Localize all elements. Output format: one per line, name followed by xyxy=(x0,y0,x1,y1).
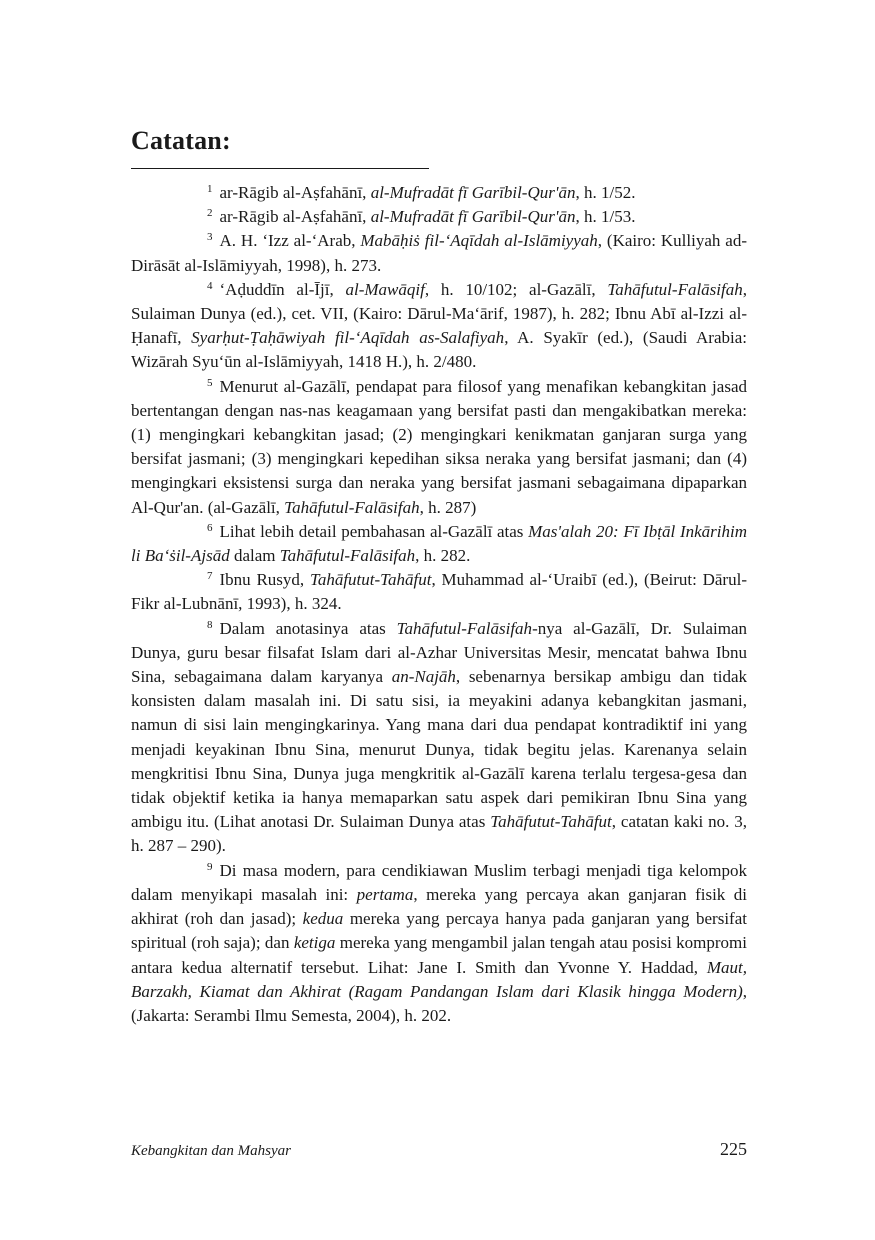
footnote xyxy=(131,229,747,277)
footnote-title-italic: Tahāfutut-Tahāfut xyxy=(490,812,612,832)
footnote-text: Lihat lebih detail pembahasan al-Gazālī atas xyxy=(219,521,529,541)
footnote-text: ar-Rāgib al-Aṣfahānī, xyxy=(219,183,371,202)
footnote-text: , catatan kaki no. 3, h. 287 – 290). xyxy=(131,812,747,856)
footnote-number: 9 xyxy=(207,860,213,873)
footnote xyxy=(131,375,747,520)
footnote xyxy=(131,181,747,205)
footnote-text: Menurut al-Gazālī, pendapat para filosof yang menafikan kebangkitan jasad bertentangan dengan nas-nas keagamaan yang bersifat pasti dan mengakibatkan mereka: (1) mengingkari kebangkitan jasad; (2) mengingkari kenikmatan ganjaran surga yang bersifat jasmani; (3) mengingkari kepedihan siksa neraka yang bersifat jasmani; dan (4) mengingkari eksistensi surga dan neraka yang bersifat jasmani sebagaimana dipaparkan Al-Qur'an. (al-Gazālī, xyxy=(131,376,747,517)
footnote xyxy=(131,568,747,616)
footnote-title-italic: Tahāfutut-Tahāfut xyxy=(309,570,432,590)
footnote-title-italic: Mabāḥiṡ fil-‘Aqīdah al-Islāmiyyah xyxy=(360,231,598,251)
footnote xyxy=(131,205,747,229)
footnote xyxy=(131,520,747,568)
footnote-text: ar-Rāgib al-Aṣfahānī, xyxy=(219,207,371,227)
footnote-text: , A. Syakīr (ed.), (Saudi Arabia: Wizārah Syu‘ūn al-Islāmiyyah, 1418 H.), h. 2/480. xyxy=(131,328,747,372)
footnote-text: mereka yang mengambil jalan tengah atau posisi kompromi antara kedua alternatif tersebut. Lihat: Jane I. Smith dan Yvonne Y. Haddad, xyxy=(131,933,747,977)
footnote-text: , mereka yang percaya akan ganjaran fisik di akhirat (roh dan jasad); xyxy=(131,884,748,929)
footnote-title-italic: an-Najāh xyxy=(391,667,456,687)
footnote-text: , Sulaiman Dunya (ed.), cet. VII, (Kairo: Dārul-Ma‘ārif, 1987), h. 282; Ibnu Abī al-Izzi al-Ḥanafī, xyxy=(131,279,747,348)
footnote-divider xyxy=(131,168,429,169)
footnote-title-italic: Tahāfutul-Falāsifah xyxy=(279,546,416,566)
page-footer xyxy=(131,1139,747,1160)
footnote-title-italic: Tahāfutul-Falāsifah xyxy=(396,618,533,638)
footnote-number: 4 xyxy=(207,279,213,292)
footnote-title-italic: Maut, Barzakh, Kiamat dan Akhirat (Ragam Pandangan Islam dari Klasik hingga Modern) xyxy=(131,957,747,1001)
footnote-title-italic: al-Mufradāt fī Garībil-Qur'ān xyxy=(370,207,576,227)
footnote-number: 8 xyxy=(207,618,213,631)
footnote-title-italic: al-Mawāqif xyxy=(345,279,425,299)
footnote-number: 5 xyxy=(207,376,213,389)
footnote-text: A. H. ‘Izz al-‘Arab, xyxy=(219,231,361,251)
footnote-text: Dalam anotasinya atas xyxy=(219,618,397,638)
page-number: 225 xyxy=(720,1139,747,1159)
footnote-number: 3 xyxy=(207,231,213,244)
footnote-title-italic: pertama xyxy=(356,884,414,904)
footnote-title-italic: kedua xyxy=(302,909,344,929)
footnote-text: , (Kairo: Kulliyah ad-Dirāsāt al-Islāmiyyah, 1998), h. 273. xyxy=(131,231,747,275)
footnote-number: 7 xyxy=(207,570,213,583)
footnote-text: , Muhammad al-‘Uraibī (ed.), (Beirut: Dārul-Fikr al-Lubnānī, 1993), h. 324. xyxy=(131,570,747,614)
footnote-title-italic: Tahāfutul-Falāsifah xyxy=(607,279,743,299)
footnote-number: 6 xyxy=(207,521,213,534)
footnotes-list xyxy=(131,181,747,1028)
footnote-text: Ibnu Rusyd, xyxy=(219,570,310,590)
footnote-text: , h. 282. xyxy=(415,546,471,566)
running-title: Kebangkitan dan Mahsyar xyxy=(131,1143,291,1159)
footnote xyxy=(131,617,747,859)
footnote-text: mereka yang percaya hanya pada ganjaran yang bersifat spiritual (roh saja); dan xyxy=(131,909,747,953)
footnote-number: 2 xyxy=(207,207,213,220)
footnote-text: , (Jakarta: Serambi Ilmu Semesta, 2004), h. 202. xyxy=(131,981,747,1025)
footnote-text: , h. 10/102; al-Gazālī, xyxy=(424,279,608,299)
footnote-title-italic: al-Mufradāt fī Garībil-Qur'ān xyxy=(370,183,576,202)
page-title: Catatan: xyxy=(131,126,231,155)
footnote-text: , sebenarnya bersikap ambigu dan tidak konsisten dalam masalah ini. Di satu sisi, ia meyakini adanya kebangkitan jasmani, namun di sisi lain mengingkarinya. Yang mana dari dua pendapat kontradiktif ini yang menjadi keyakinan Ibnu Sina, menurut Dunya, tidak begitu jelas. Karenanya selain mengkritisi Ibnu Sina, Dunya juga mengkritik al-Gazālī karena terlalu tergesa-gesa dan tidak objektif ketika ia hanya memaparkan satu aspek dari pemikiran Ibnu Sina yang ambigu itu. (Lihat anotasi Dr. Sulaiman Dunya atas xyxy=(131,667,747,832)
footnote-number: 1 xyxy=(207,183,213,195)
footnote-text: -nya al-Gazālī, Dr. Sulaiman Dunya, guru besar filsafat Islam dari al-Azhar Universitas Mesir, mencatat bahwa Ibnu Sina, sebagaimana dalam karyanya xyxy=(131,618,747,687)
footnote-text: dalam xyxy=(229,546,280,566)
footnote-text: Di masa modern, para cendikiawan Muslim terbagi menjadi tiga kelompok dalam menyikapi masalah ini: xyxy=(131,860,747,904)
footnote-text: , h. 1/52. xyxy=(575,183,636,202)
page xyxy=(131,0,747,1240)
footnote-text: ‘Aḍuddīn al-Ījī, xyxy=(219,279,346,299)
footnote xyxy=(131,859,747,1028)
footnote xyxy=(131,278,747,375)
footnote-text: , h. 1/53. xyxy=(575,207,636,227)
footnote-title-italic: Tahāfutul-Falāsifah xyxy=(284,497,420,517)
footnote-text: , h. 287) xyxy=(419,497,477,517)
footnote-title-italic: ketiga xyxy=(293,933,336,953)
footnote-title-italic: Syarḥut-Ṭaḥāwiyah fil-‘Aqīdah as-Salafiyah xyxy=(191,328,505,348)
footnote-title-italic: Mas'alah 20: Fī Ibṭāl Inkārihim li Ba‘ṡil-Ajsād xyxy=(131,521,747,566)
